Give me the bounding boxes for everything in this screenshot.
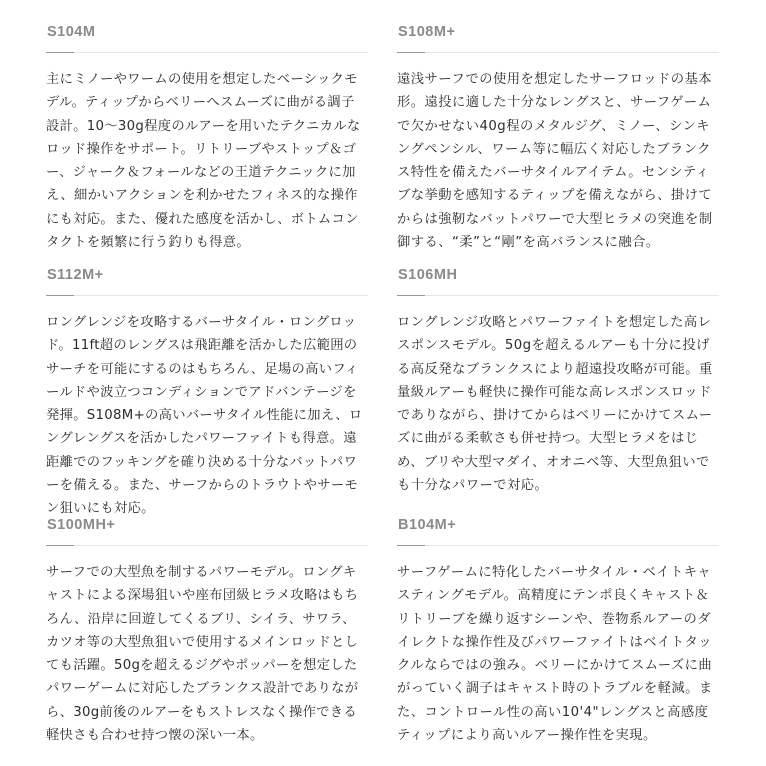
model-description: ロングレンジ攻略とパワーファイトを想定した高レスポンスモデル。50gを超えるルアーも十分に投げる高反発なブランクスにより超遠投攻略が可能。重量級ルアーも軽快に操作可能な高レスポンスロッドでありながら、掛けてからはベリーにかけてスムーズに曲がる柔軟さも併せ持つ。大型ヒラメをはじめ、ブリや大型マダイ、オオニベ等、大型魚狙いでも十分なパワーで対応。 (397, 315, 713, 494)
divider (397, 545, 719, 546)
model-name: B104M+ (398, 517, 457, 533)
model-name: S104M (47, 24, 96, 40)
model-name: S112M+ (47, 267, 104, 283)
divider-accent (397, 295, 425, 296)
product-card-s104m (46, 22, 368, 254)
product-card-s108m-plus (397, 22, 719, 254)
model-description: 主にミノーやワームの使用を想定したベーシックモデル。ティップからベリーへスムーズに曲がる調子設計。10～30g程度のルアーを用いたテクニカルなロッド操作をサポート。リトリーブやストップ＆ゴー、ジャーク＆フォールなどの王道テクニックに加え、細かいアクションを利かせたフィネス的な操作にも対応。また、優れた感度を活かし、ボトムコンタクトを頻繁に行う釣りも得意。 (46, 72, 361, 251)
model-description: 遠浅サーフでの使用を想定したサーフロッドの基本形。遠投に適した十分なレングスと、サーフゲームで欠かせない40g程のメタルジグ、ミノー、シンキングペンシル、ワーム等に幅広く対応したブランクス特性を備えたバーサタイルアイテム。センシティブな挙動を感知するティップを備えながら、掛けてからは強靭なバットパワーで大型ヒラメの突進を制御する、“柔”と“剛”を高バランスに融合。 (397, 72, 713, 251)
model-description: ロングレンジを攻略するバーサタイル・ロングロッド。11ft超のレングスは飛距離を活かした広範囲のサーチを可能にするのはもちろん、足場の高いフィールドや波立つコンディションでアドバンテージを発揮。S108M+の高いバーサタイル性能に加え、ロングレングスを活かしたパワーファイトも得意。遠距離でのフッキングを確り決める十分なバットパワーを備える。また、サーフからのトラウトやサーモン狙いにも対応。 (46, 315, 363, 517)
model-description: サーフでの大型魚を制するパワーモデル。ロングキャストによる深場狙いや座布団級ヒラメ攻略はもちろん、沿岸に回遊してくるブリ、シイラ、サワラ、カツオ等の大型魚狙いで使用するメインロッドとしても活躍。50gを超えるジグやポッパーを想定したパワーゲームに対応したブランクス設計でありながら、30g前後のルアーをもストレスなく操作できる軽快さも合わせ持つ懐の深い一本。 (46, 565, 359, 744)
product-card-b104m-plus (397, 515, 719, 747)
divider (397, 52, 719, 53)
product-card-s106mh (397, 265, 719, 497)
product-card-s112m-plus (46, 265, 368, 521)
divider (397, 295, 719, 296)
divider (46, 295, 368, 296)
divider-accent (46, 52, 74, 53)
model-name: S100MH+ (47, 517, 116, 533)
divider (46, 52, 368, 53)
model-name: S106MH (398, 267, 458, 283)
divider-accent (46, 295, 74, 296)
divider-accent (397, 545, 425, 546)
divider (46, 545, 368, 546)
divider-accent (46, 545, 74, 546)
product-card-s100mh-plus (46, 515, 368, 747)
divider-accent (397, 52, 425, 53)
model-description: サーフゲームに特化したバーサタイル・ベイトキャスティングモデル。高精度にテンポ良くキャスト＆リトリーブを繰り返すシーンや、巻物系ルアーのダイレクトな操作性及びパワーファイトはベイトタックルならではの強み。ベリーにかけてスムーズに曲がっていく調子はキャスト時のトラブルを軽減。また、コントロール性の高い10'4"レングスと高感度ティップにより高いルアー操作性を実現。 (397, 565, 713, 744)
model-name: S108M+ (398, 24, 456, 40)
